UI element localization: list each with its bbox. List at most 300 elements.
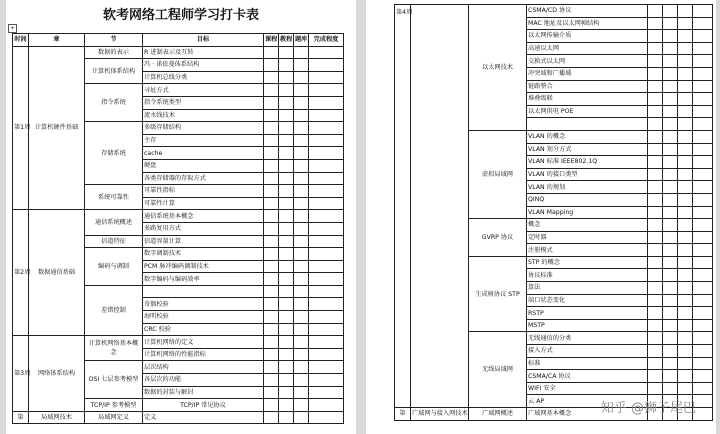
tutorial-check[interactable] [663,206,678,219]
tutorial-check[interactable] [663,17,678,30]
completion-cell[interactable] [693,118,713,131]
course-check[interactable] [648,269,663,282]
course-check[interactable] [648,5,663,18]
course-check[interactable] [264,273,279,286]
course-check[interactable] [264,336,279,349]
completion-cell[interactable] [693,55,713,68]
course-check[interactable] [648,206,663,219]
bank-check[interactable] [678,219,693,232]
course-check[interactable] [264,248,279,261]
course-check[interactable] [264,59,279,72]
course-check[interactable] [264,147,279,160]
goal-cell: MAC 地址及以太网帧结构 [527,17,648,30]
goal-cell: 协议标准 [527,269,648,282]
tutorial-check[interactable] [663,294,678,307]
tutorial-check[interactable] [279,147,294,160]
course-check[interactable] [648,55,663,68]
completion-cell[interactable] [309,96,344,109]
bank-check[interactable] [678,5,693,18]
goal-cell: VLAN Mapping [527,206,648,219]
course-check[interactable] [648,319,663,332]
course-check[interactable] [264,172,279,185]
completion-cell[interactable] [693,143,713,156]
bank-check[interactable] [294,336,309,349]
bank-check[interactable] [294,197,309,210]
completion-cell[interactable] [693,130,713,143]
tutorial-check[interactable] [279,134,294,147]
completion-cell[interactable] [309,399,344,412]
week-cell: 第2周 [13,210,29,336]
tutorial-check[interactable] [663,130,678,143]
course-check[interactable] [264,399,279,412]
bank-check[interactable] [294,311,309,324]
goal-cell: 链路整合 [527,80,648,93]
course-check[interactable] [648,181,663,194]
goal-cell: 多级存储结构 [143,122,264,135]
goal-cell: MSTP [527,319,648,332]
goal-cell: 冲突域和广播域 [527,67,648,80]
course-check[interactable] [264,311,279,324]
completion-cell[interactable] [309,59,344,72]
tutorial-check[interactable] [663,319,678,332]
tutorial-check[interactable] [663,332,678,345]
tutorial-check[interactable] [663,105,678,118]
tutorial-check[interactable] [279,185,294,198]
goal-cell: 无线通信的分类 [527,332,648,345]
completion-cell[interactable] [309,172,344,185]
tutorial-check[interactable] [663,30,678,43]
bank-check[interactable] [294,285,309,298]
course-check[interactable] [264,386,279,399]
completion-cell[interactable] [309,159,344,172]
bank-check[interactable] [294,84,309,97]
completion-cell[interactable] [309,71,344,84]
tutorial-check[interactable] [279,172,294,185]
course-check[interactable] [648,168,663,181]
tutorial-check[interactable] [279,399,294,412]
bank-check[interactable] [294,374,309,387]
bank-check[interactable] [678,156,693,169]
course-check[interactable] [264,285,279,298]
bank-check[interactable] [678,357,693,370]
bank-check[interactable] [294,273,309,286]
completion-cell[interactable] [309,336,344,349]
table-header-row [13,34,344,47]
bank-check[interactable] [678,282,693,295]
course-check[interactable] [648,370,663,383]
bank-check[interactable] [294,260,309,273]
completion-cell[interactable] [309,298,344,311]
completion-cell[interactable] [309,147,344,160]
course-check[interactable] [264,84,279,97]
bank-check[interactable] [294,235,309,248]
bank-check[interactable] [678,231,693,244]
course-check[interactable] [264,122,279,135]
tutorial-check[interactable] [279,84,294,97]
course-check[interactable] [648,17,663,30]
goal-cell: 可靠性计算 [143,197,264,210]
bank-check[interactable] [294,411,309,424]
tutorial-check[interactable] [663,269,678,282]
completion-cell[interactable] [309,185,344,198]
completion-cell[interactable] [309,311,344,324]
goal-cell: 交换式以太网 [527,55,648,68]
course-check[interactable] [648,332,663,345]
completion-cell[interactable] [309,46,344,59]
goal-cell: QINQ [527,193,648,206]
table-row [13,411,344,424]
course-check[interactable] [264,71,279,84]
header-chapter: 章 [29,34,85,47]
completion-cell[interactable] [693,156,713,169]
bank-check[interactable] [678,181,693,194]
goal-cell: 通信系统基本概念 [143,210,264,223]
course-check[interactable] [648,42,663,55]
bank-check[interactable] [294,185,309,198]
completion-cell[interactable] [693,345,713,358]
completion-cell[interactable] [693,294,713,307]
completion-cell[interactable] [309,260,344,273]
goal-cell: 以太网传输介质 [527,30,648,43]
tutorial-check[interactable] [279,260,294,273]
tutorial-check[interactable] [279,323,294,336]
completion-cell[interactable] [693,193,713,206]
tutorial-check[interactable] [663,55,678,68]
chapter-cell: 计算机硬件基础 [29,46,85,210]
goal-cell: 计算机网络的定义 [143,336,264,349]
completion-cell[interactable] [309,222,344,235]
bank-check[interactable] [678,130,693,143]
bank-check[interactable] [678,370,693,383]
course-check[interactable] [648,105,663,118]
bank-check[interactable] [678,67,693,80]
course-check[interactable] [264,96,279,109]
tutorial-check[interactable] [663,156,678,169]
goal-cell: CSMA/CD 协议 [527,5,648,18]
bank-check[interactable] [678,382,693,395]
completion-cell[interactable] [693,181,713,194]
course-check[interactable] [264,235,279,248]
bank-check[interactable] [678,345,693,358]
chapter-cell: 网络体系结构 [29,336,85,412]
completion-cell[interactable] [693,231,713,244]
completion-cell[interactable] [693,282,713,295]
completion-cell[interactable] [309,109,344,122]
course-check[interactable] [648,130,663,143]
tutorial-check[interactable] [663,256,678,269]
chapter-cell: 广域网与接入网技术 [411,408,469,421]
completion-cell[interactable] [693,80,713,93]
bank-check[interactable] [294,361,309,374]
bank-check[interactable] [678,80,693,93]
tutorial-check[interactable] [663,231,678,244]
bank-check[interactable] [294,323,309,336]
completion-cell[interactable] [309,122,344,135]
completion-cell[interactable] [693,67,713,80]
completion-cell[interactable] [693,219,713,232]
goal-cell: 概念 [527,219,648,232]
tutorial-check[interactable] [663,80,678,93]
completion-cell[interactable] [693,307,713,320]
bank-check[interactable] [294,96,309,109]
bank-check[interactable] [294,298,309,311]
tutorial-check[interactable] [663,93,678,106]
bank-check[interactable] [678,168,693,181]
bank-check[interactable] [678,93,693,106]
section-cell: 存储系统 [85,122,143,185]
course-check[interactable] [264,374,279,387]
course-check[interactable] [648,244,663,257]
tutorial-check[interactable] [279,411,294,424]
bank-check[interactable] [294,172,309,185]
completion-cell[interactable] [309,84,344,97]
table-row [13,46,344,59]
tutorial-check[interactable] [663,181,678,194]
bank-check[interactable] [678,42,693,55]
header-goal: 目标 [143,34,264,47]
tutorial-check[interactable] [279,210,294,223]
goal-cell: RSTP [527,307,648,320]
tutorial-check[interactable] [279,59,294,72]
bank-check[interactable] [678,17,693,30]
bank-check[interactable] [294,222,309,235]
tutorial-check[interactable] [279,222,294,235]
bank-check[interactable] [294,386,309,399]
bank-check[interactable] [678,332,693,345]
completion-cell[interactable] [693,269,713,282]
tutorial-check[interactable] [279,96,294,109]
tutorial-check[interactable] [279,386,294,399]
course-check[interactable] [648,345,663,358]
course-check[interactable] [264,109,279,122]
tutorial-check[interactable] [663,357,678,370]
tutorial-check[interactable] [663,67,678,80]
bank-check[interactable] [294,210,309,223]
completion-cell[interactable] [693,93,713,106]
bank-check[interactable] [678,244,693,257]
tutorial-check[interactable] [663,143,678,156]
completion-cell[interactable] [309,134,344,147]
tutorial-check[interactable] [279,374,294,387]
course-check[interactable] [648,118,663,131]
goal-cell: 以太网供电 POE [527,105,648,118]
completion-cell[interactable] [309,197,344,210]
bank-check[interactable] [294,348,309,361]
completion-cell[interactable] [309,248,344,261]
course-check[interactable] [264,46,279,59]
goal-cell: VLAN 划分方式 [527,143,648,156]
goal-cell: 主存 [143,134,264,147]
tutorial-check[interactable] [279,71,294,84]
tutorial-check[interactable] [279,336,294,349]
zhihu-watermark: 知乎 @狮子尾巴 [600,401,696,416]
bank-check[interactable] [678,206,693,219]
completion-cell[interactable] [693,332,713,345]
bank-check[interactable] [678,105,693,118]
course-check[interactable] [648,256,663,269]
tutorial-check[interactable] [663,193,678,206]
header-completion: 完成程度 [309,34,344,47]
goal-cell: PCM 脉冲编码调制技术 [143,260,264,273]
course-check[interactable] [264,348,279,361]
course-check[interactable] [264,197,279,210]
bank-check[interactable] [678,30,693,43]
goal-cell-empty [527,118,648,131]
completion-cell[interactable] [309,361,344,374]
tutorial-check[interactable] [279,298,294,311]
goal-cell: 定时器 [527,231,648,244]
completion-cell[interactable] [309,386,344,399]
course-check[interactable] [648,80,663,93]
bank-check[interactable] [678,256,693,269]
completion-cell[interactable] [693,17,713,30]
completion-cell[interactable] [693,206,713,219]
completion-cell[interactable] [693,370,713,383]
bank-check[interactable] [678,118,693,131]
goal-cell: CRC 校验 [143,323,264,336]
chapter-cell: 局域网技术 [29,411,85,424]
section-cell: OSI 七层参考模型 [85,361,143,399]
bank-check[interactable] [678,143,693,156]
course-check[interactable] [648,382,663,395]
bank-check[interactable] [294,399,309,412]
course-check[interactable] [648,156,663,169]
course-check[interactable] [648,143,663,156]
course-check[interactable] [264,134,279,147]
completion-cell[interactable] [693,256,713,269]
bank-check[interactable] [678,55,693,68]
completion-cell[interactable] [309,374,344,387]
tutorial-check[interactable] [279,311,294,324]
goal-cell: 高速以太网 [527,42,648,55]
tutorial-check[interactable] [663,42,678,55]
course-check[interactable] [648,30,663,43]
section-cell: 虚拟局域网 [469,130,527,218]
bank-check[interactable] [294,134,309,147]
header-tutorial: 教程 [279,34,294,47]
bank-check[interactable] [294,159,309,172]
tutorial-check[interactable] [663,370,678,383]
completion-cell[interactable] [309,323,344,336]
tutorial-check[interactable] [663,307,678,320]
bank-check[interactable] [678,193,693,206]
completion-cell[interactable] [693,357,713,370]
completion-cell[interactable] [693,168,713,181]
section-cell: 编码与调制 [85,248,143,286]
goal-cell: 奇偶校验 [143,298,264,311]
completion-cell[interactable] [309,273,344,286]
tutorial-check[interactable] [279,197,294,210]
week-cell: 第1周 [13,46,29,210]
section-cell: 系统可靠性 [85,185,143,210]
completion-cell[interactable] [693,319,713,332]
tutorial-check[interactable] [663,382,678,395]
goal-cell: 多路复用方式 [143,222,264,235]
completion-cell[interactable] [309,235,344,248]
completion-cell[interactable] [693,5,713,18]
section-cell: 数据的表示 [85,46,143,59]
completion-cell[interactable] [693,30,713,43]
bank-check[interactable] [294,248,309,261]
tutorial-check[interactable] [663,219,678,232]
bank-check[interactable] [678,307,693,320]
course-check[interactable] [648,93,663,106]
course-check[interactable] [648,219,663,232]
completion-cell[interactable] [309,411,344,424]
course-check[interactable] [648,294,663,307]
course-check[interactable] [648,282,663,295]
tutorial-check[interactable] [279,235,294,248]
goal-cell: 指令系统类型 [143,96,264,109]
completion-cell[interactable] [693,244,713,257]
bank-check[interactable] [294,71,309,84]
goal-cell: 计算机网络的性能指标 [143,348,264,361]
course-check[interactable] [648,307,663,320]
course-check[interactable] [264,159,279,172]
course-check[interactable] [264,260,279,273]
completion-cell[interactable] [693,42,713,55]
goal-cell: 云 AP [527,395,648,408]
bank-check[interactable] [294,59,309,72]
course-check[interactable] [648,357,663,370]
course-check[interactable] [264,222,279,235]
tutorial-check[interactable] [279,122,294,135]
tutorial-check[interactable] [279,159,294,172]
course-check[interactable] [648,193,663,206]
completion-cell[interactable] [309,285,344,298]
course-check[interactable] [264,323,279,336]
tutorial-check[interactable] [279,361,294,374]
bank-check[interactable] [678,269,693,282]
tutorial-check[interactable] [279,248,294,261]
course-check[interactable] [648,231,663,244]
tutorial-check[interactable] [279,109,294,122]
tutorial-check[interactable] [663,244,678,257]
course-check[interactable] [264,411,279,424]
completion-cell[interactable] [693,382,713,395]
bank-check[interactable] [294,46,309,59]
bank-check[interactable] [678,319,693,332]
tutorial-check[interactable] [663,118,678,131]
course-check[interactable] [648,67,663,80]
bank-check[interactable] [294,147,309,160]
completion-cell[interactable] [309,348,344,361]
bank-check[interactable] [294,109,309,122]
completion-cell[interactable] [309,210,344,223]
goal-cell: 各层次的功能 [143,374,264,387]
course-check[interactable] [264,361,279,374]
header-course: 课程 [264,34,279,47]
course-check[interactable] [264,185,279,198]
tutorial-check[interactable] [279,273,294,286]
course-check[interactable] [264,210,279,223]
bank-check[interactable] [294,122,309,135]
bank-check[interactable] [678,294,693,307]
tutorial-check[interactable] [279,46,294,59]
goal-cell: STP 的概念 [527,256,648,269]
section-cell: 生成树协议 STP [469,256,527,332]
tutorial-check[interactable] [279,285,294,298]
table-row [395,5,713,18]
table-move-handle-icon[interactable]: + [9,25,16,32]
tutorial-check[interactable] [663,282,678,295]
completion-cell[interactable] [693,105,713,118]
course-check[interactable] [264,298,279,311]
tutorial-check[interactable] [663,168,678,181]
tutorial-check[interactable] [663,5,678,18]
tutorial-check[interactable] [663,345,678,358]
tutorial-check[interactable] [279,348,294,361]
